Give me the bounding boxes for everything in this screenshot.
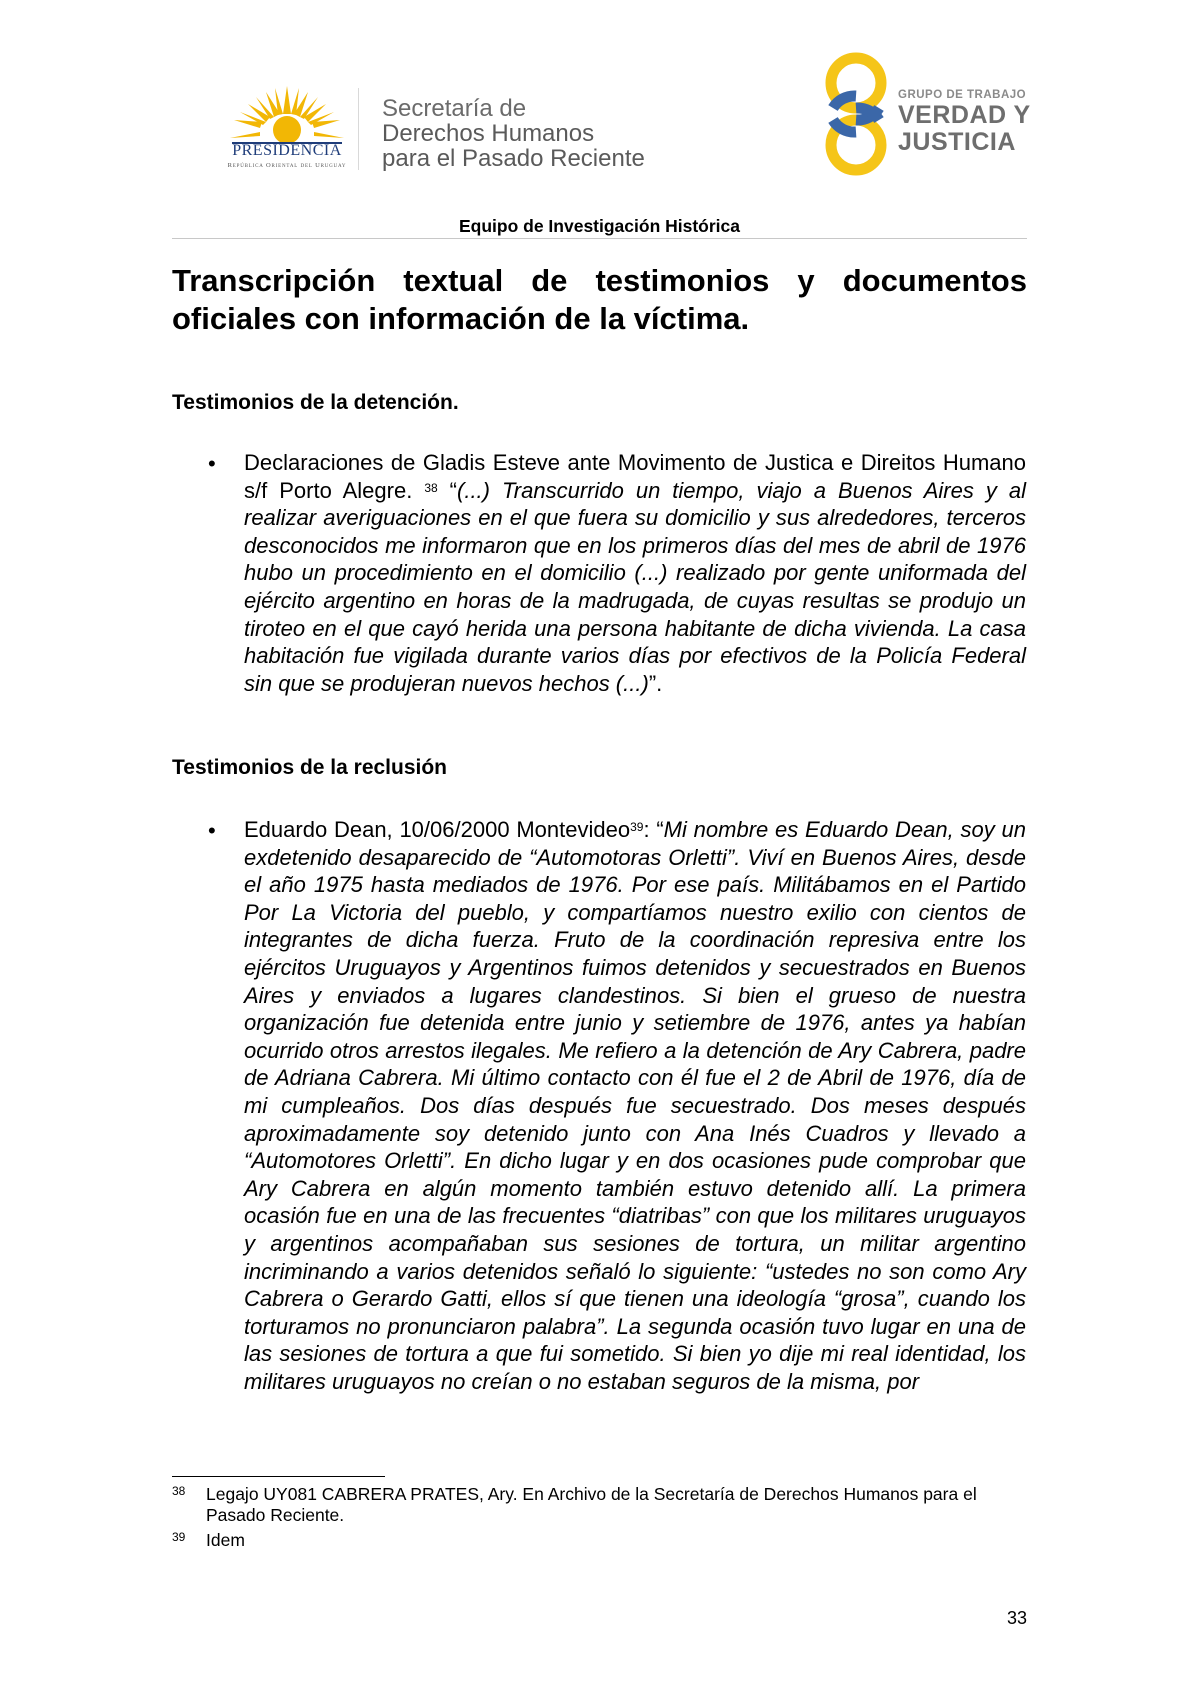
team-heading: Equipo de Investigación Histórica xyxy=(458,216,741,236)
header-rule xyxy=(172,238,1027,239)
vj-verdad: VERDAD Y xyxy=(898,101,1031,129)
secretaria-line-2: Derechos Humanos xyxy=(382,120,595,147)
testimony-intro: Eduardo Dean, 10/06/2000 Montevideo xyxy=(244,817,631,842)
sun-icon xyxy=(212,84,362,146)
bullet: • xyxy=(208,818,216,843)
testimony-paragraph-1 xyxy=(244,449,1026,697)
testimony-quote: Mi nombre es Eduardo Dean, soy un exdetenido desaparecido de “Automotoras Orletti”. Viví en Buenos Aires, desde el año 1975 hasta mediados de 1976. Por ese país. Militábamos en el Partido Por La Victoria del pueblo, y compartíamos nuestro exilio con cientos de integrantes de dicha fuerza. Fruto de la coordinación represiva entre los ejércitos Uruguayos y Argentinos fuimos detenidos y secuestrados en Buenos Aires y enviados a lugares clandestinos. Si bien el grueso de nuestra organización fue detenida entre junio y setiembre de 1976, antes ya habían ocurrido otros arrestos ilegales. Me refiero a la detención de Ary Cabrera, padre de Adriana Cabrera. Mi último contacto con él fue el 2 de Abril de 1976, día de mi cumpleaños. Dos días después fue secuestrado. Dos meses después aproximadamente soy detenido junto con Ana Inés Cuadros y llevado a “Automotores Orletti”. En dicho lugar y en dos ocasiones pude comprobar que Ary Cabrera en algún momento también estuvo detenido allí. La primera ocasión fue en una de las frecuentes “diatribas” con que los militares uruguayos y argentinos acompañaban sus sesiones de tortura, un militar argentino incriminando a varios detenidos señaló lo siguiente: “ustedes no son como Ary Cabrera o Gerardo Gatti, ellos sí que tienen una ideología “grosa”, cuando los torturamos no pronunciaron palabra”. La segunda ocasión tuvo lugar en una de las sesiones de tortura a que fui sometido. Si bien yo dije mi real identidad, los militares uruguayos no creían o no estaban seguros de la misma, por xyxy=(244,817,1026,1394)
testimony-intro: Declaraciones de Gladis Esteve ante Movimento de Justica e Direitos Humano s/f Porto Alegre. xyxy=(244,450,1026,503)
vj-justicia: JUSTICIA xyxy=(898,128,1016,156)
footnote-number: 39 xyxy=(172,1530,186,1544)
verdad-justicia-rings-icon xyxy=(816,52,896,176)
secretaria-line-3: para el Pasado Reciente xyxy=(382,145,645,172)
page-number: 33 xyxy=(1006,1608,1027,1628)
testimony-quote: (...) Transcurrido un tiempo, viajo a Buenos Aires y al realizar averiguaciones en el que fuera su domicilio y sus alrededores, terceros desconocidos me informaron que en los primeros días del mes de abril de 1976 hubo un procedimiento en el domicilio (...) realizado por gente uniformada del ejército argentino en horas de la madrugada, de cuyas resultas se produjo un tiroteo en el que cayó herida una persona habitante de dicha vivienda. La casa habitación fue vigilada durante varios días por efectivos de la Policía Federal sin que se produjeran nuevos hechos (...) xyxy=(244,477,1026,696)
bullet: • xyxy=(208,451,216,476)
presidencia-name: PRESIDENCIA xyxy=(232,142,342,159)
footnote-ref-38[interactable]: 38 xyxy=(424,480,438,495)
page-title: Transcripción textual de testimonios y documentos oficiales con información de la víctima. xyxy=(172,263,1027,336)
secretaria-title xyxy=(382,96,645,171)
vj-group-label: GRUPO DE TRABAJO xyxy=(898,89,1027,101)
secretaria-line-1: Secretaría de xyxy=(382,95,527,122)
section-heading-detencion: Testimonios de la detención. xyxy=(172,391,459,414)
footnote-separator xyxy=(172,1476,385,1477)
close-quote: ”. xyxy=(648,670,663,696)
verdad-justicia-logo-text xyxy=(898,88,1031,156)
open-quote: : “ xyxy=(643,817,664,842)
testimony-paragraph-2 xyxy=(244,816,1026,1395)
open-quote: “ xyxy=(437,477,457,503)
footnote-text: Legajo UY081 CABRERA PRATES, Ary. En Archivo de la Secretaría de Derechos Humanos para el Pasado Reciente. xyxy=(206,1484,977,1525)
footnote-number: 38 xyxy=(172,1484,186,1498)
header-divider xyxy=(358,88,359,170)
footnote-text: Idem xyxy=(206,1530,245,1550)
presidencia-subtitle: República Oriental del Uruguay xyxy=(227,162,347,169)
footnote-ref-39[interactable]: 39 xyxy=(630,820,644,834)
presidencia-logo xyxy=(212,84,362,174)
section-heading-reclusion: Testimonios de la reclusión xyxy=(172,756,448,779)
